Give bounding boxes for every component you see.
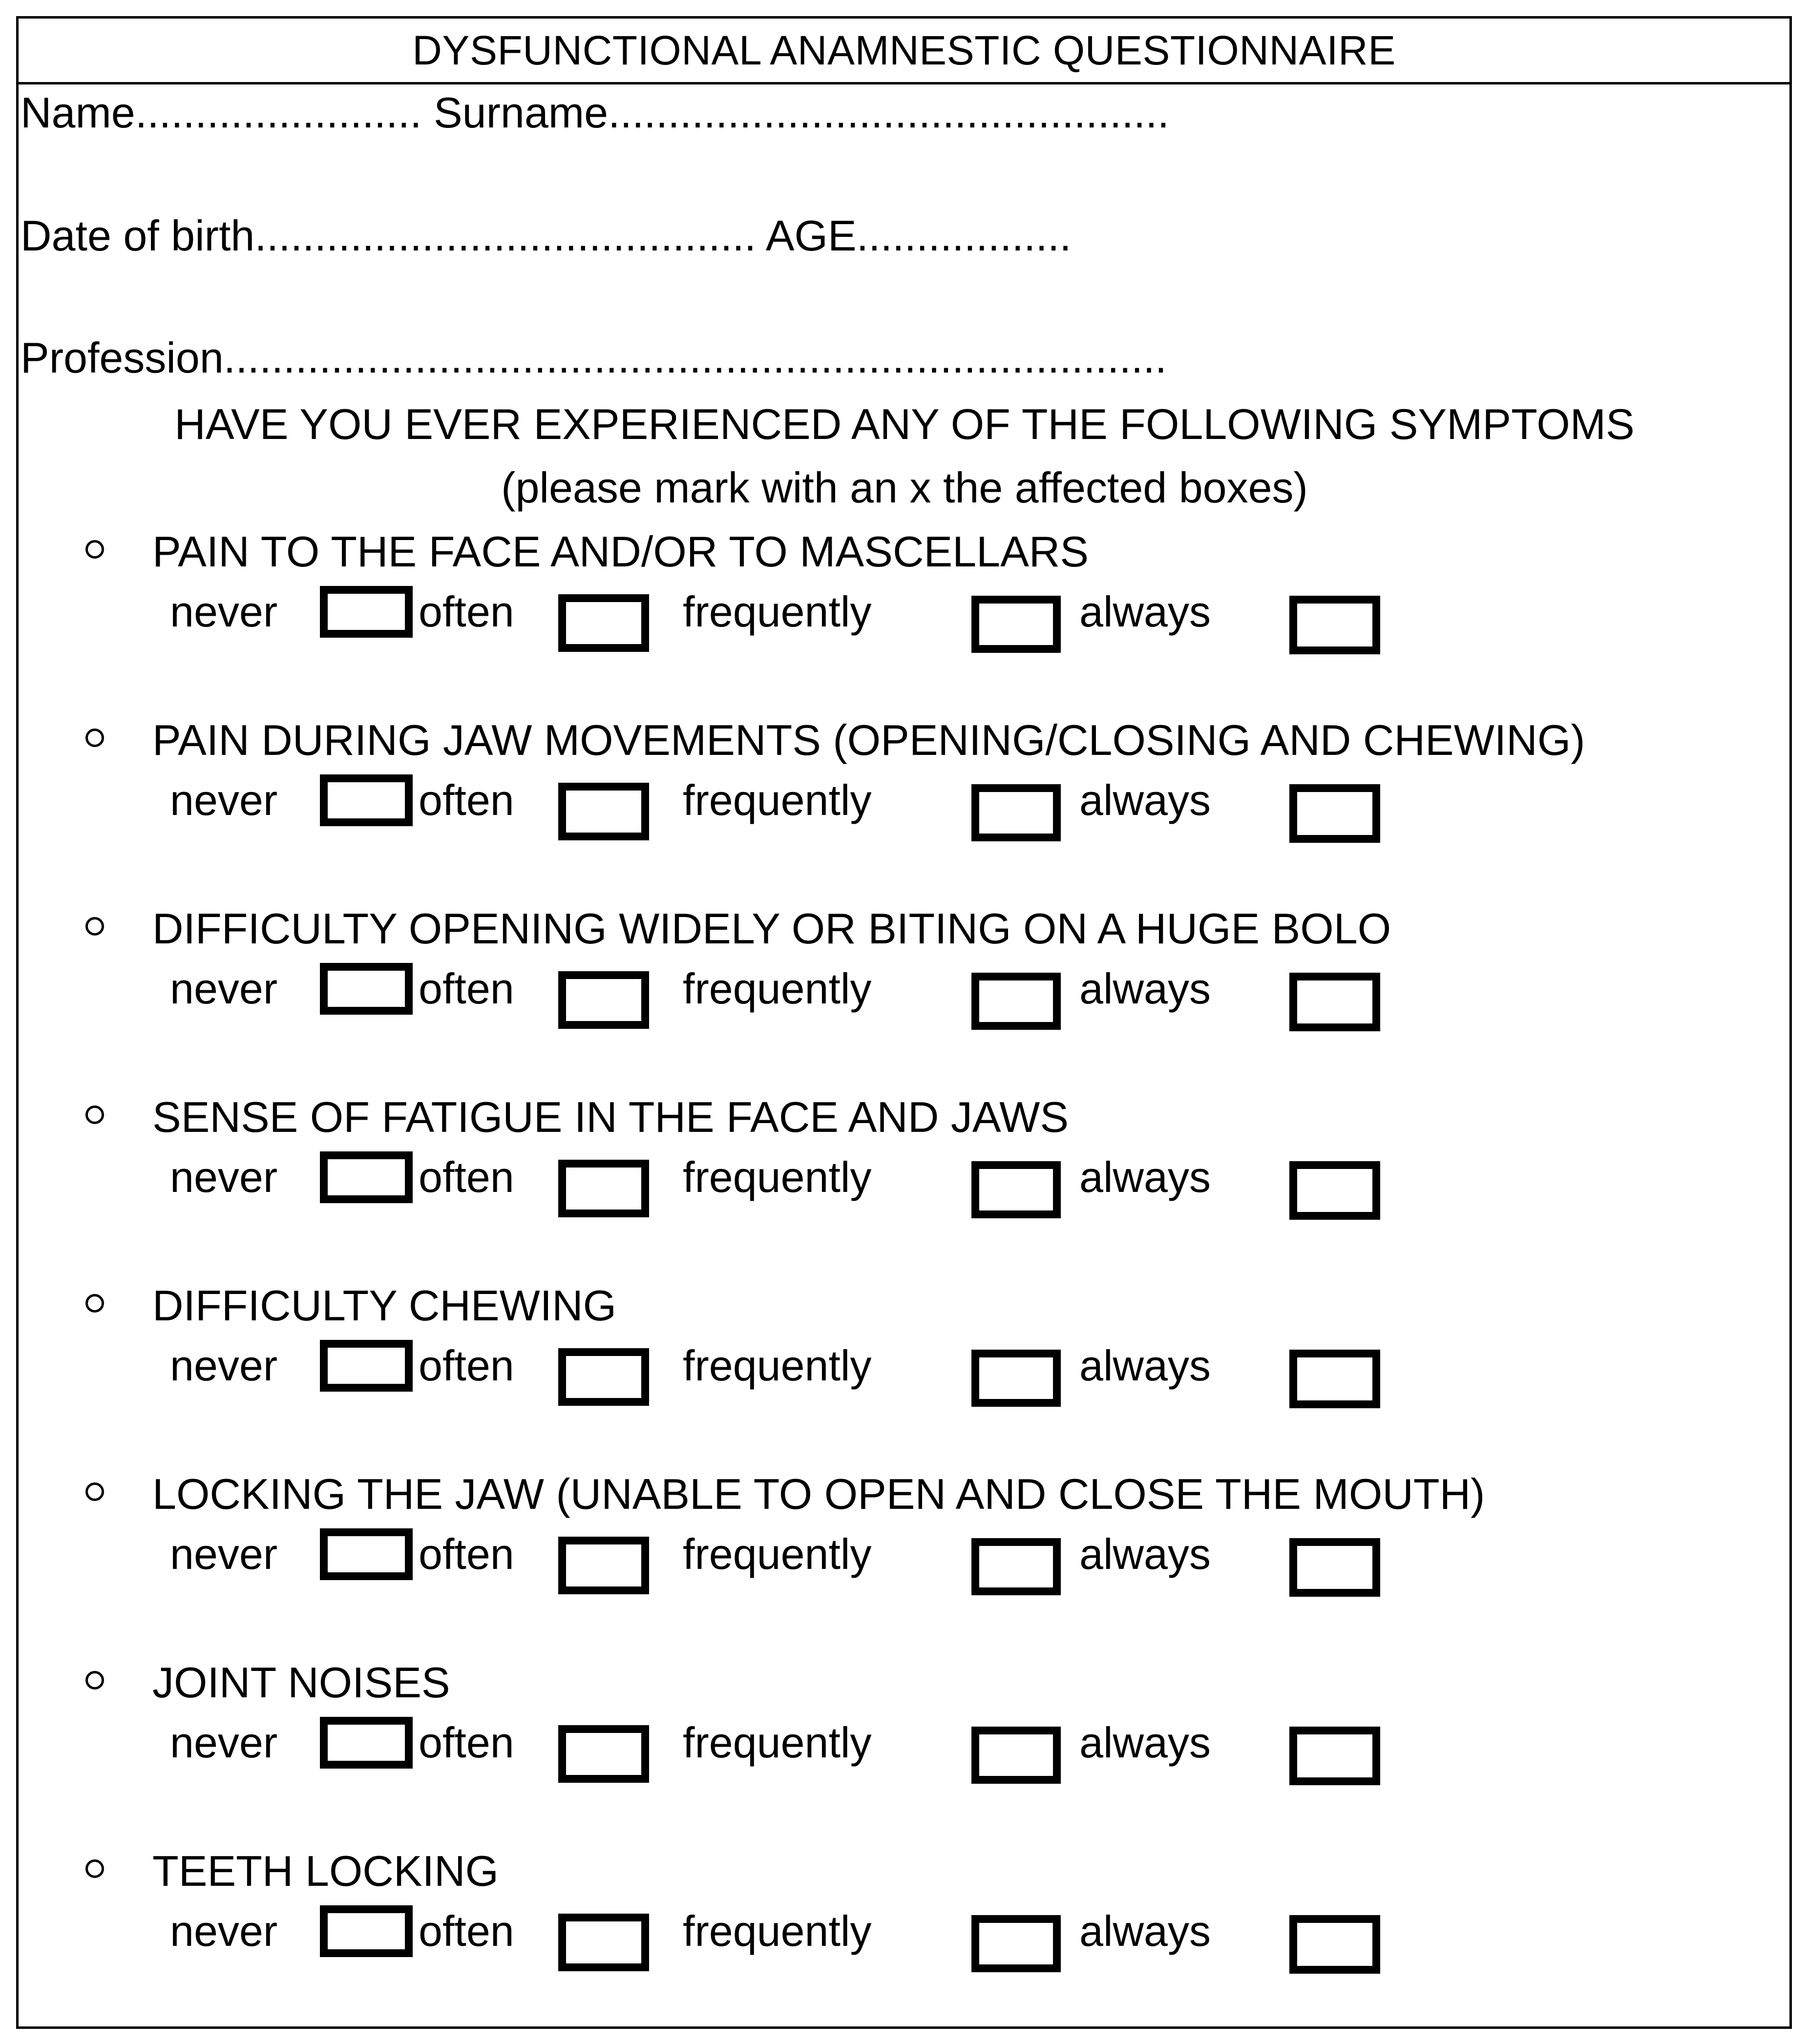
symptom-label: PAIN DURING JAW MOVEMENTS (OPENING/CLOSING AND CHEWING) xyxy=(152,716,1585,764)
checkbox-often[interactable] xyxy=(558,1160,649,1217)
symptom-label: JOINT NOISES xyxy=(152,1658,450,1707)
bullet-circle-icon xyxy=(85,1859,104,1878)
option-label-frequently: frequently xyxy=(683,1341,872,1390)
checkbox-always[interactable] xyxy=(1289,1350,1380,1408)
option-label-never: never xyxy=(170,1718,278,1767)
checkbox-always[interactable] xyxy=(1289,1915,1380,1974)
bullet-circle-icon xyxy=(85,1482,104,1501)
option-label-always: always xyxy=(1079,776,1211,824)
option-label-often: often xyxy=(419,1530,514,1578)
symptom-label: TEETH LOCKING xyxy=(152,1847,499,1895)
option-label-never: never xyxy=(170,776,278,824)
option-label-frequently: frequently xyxy=(683,1907,872,1955)
symptom-item xyxy=(0,716,1809,882)
option-label-never: never xyxy=(170,1153,278,1201)
option-label-often: often xyxy=(419,587,514,636)
checkbox-frequently[interactable] xyxy=(971,1538,1061,1595)
symptom-item xyxy=(0,1093,1809,1259)
symptom-label: PAIN TO THE FACE AND/OR TO MASCELLARS xyxy=(152,527,1089,576)
checkbox-frequently[interactable] xyxy=(971,1161,1061,1218)
bullet-circle-icon xyxy=(85,1671,104,1689)
option-label-frequently: frequently xyxy=(683,964,872,1013)
bullet-circle-icon xyxy=(85,917,104,936)
symptom-item xyxy=(0,527,1809,693)
checkbox-often[interactable] xyxy=(558,783,649,840)
option-label-often: often xyxy=(419,964,514,1013)
profession-label: Profession xyxy=(21,334,224,382)
option-label-always: always xyxy=(1079,1530,1211,1578)
bullet-circle-icon xyxy=(85,1294,104,1313)
dob-field[interactable]: .......................................... xyxy=(254,211,757,260)
symptom-label: LOCKING THE JAW (UNABLE TO OPEN AND CLOSE THE MOUTH) xyxy=(152,1470,1485,1518)
age-label: AGE xyxy=(756,211,857,260)
checkbox-never[interactable] xyxy=(320,1717,413,1769)
name-surname-line xyxy=(21,88,1169,138)
option-label-frequently: frequently xyxy=(683,587,872,636)
checkbox-always[interactable] xyxy=(1289,784,1380,843)
checkbox-never[interactable] xyxy=(320,1905,413,1957)
option-label-frequently: frequently xyxy=(683,776,872,824)
option-label-often: often xyxy=(419,1153,514,1201)
checkbox-always[interactable] xyxy=(1289,596,1380,654)
checkbox-never[interactable] xyxy=(320,1340,413,1392)
checkbox-always[interactable] xyxy=(1289,1538,1380,1597)
checkbox-never[interactable] xyxy=(320,963,413,1015)
profession-line xyxy=(21,333,1167,383)
option-label-often: often xyxy=(419,1718,514,1767)
symptom-item xyxy=(0,1658,1809,1824)
option-label-never: never xyxy=(170,587,278,636)
checkbox-often[interactable] xyxy=(558,1348,649,1406)
checkbox-never[interactable] xyxy=(320,1528,413,1580)
bullet-circle-icon xyxy=(85,1105,104,1124)
option-label-frequently: frequently xyxy=(683,1718,872,1767)
symptom-item xyxy=(0,1281,1809,1447)
bullet-circle-icon xyxy=(85,540,104,559)
form-title: DYSFUNCTIONAL ANAMNESTIC QUESTIONNAIRE xyxy=(19,19,1789,84)
checkbox-often[interactable] xyxy=(558,971,649,1029)
option-label-often: often xyxy=(419,1907,514,1955)
checkbox-often[interactable] xyxy=(558,1537,649,1594)
surname-field[interactable]: ............................................... xyxy=(608,88,1170,137)
checkbox-never[interactable] xyxy=(320,586,413,638)
checkbox-often[interactable] xyxy=(558,1725,649,1783)
checkbox-always[interactable] xyxy=(1289,1727,1380,1785)
option-label-always: always xyxy=(1079,1153,1211,1201)
dob-age-line xyxy=(21,211,1072,261)
checkbox-never[interactable] xyxy=(320,1151,413,1203)
option-label-never: never xyxy=(170,1341,278,1390)
checkbox-frequently[interactable] xyxy=(971,1350,1061,1407)
symptom-item xyxy=(0,1847,1809,2013)
symptom-label: DIFFICULTY OPENING WIDELY OR BITING ON A HUGE BOLO xyxy=(152,904,1391,953)
age-field[interactable]: .................. xyxy=(856,211,1072,260)
option-label-never: never xyxy=(170,1530,278,1578)
option-label-always: always xyxy=(1079,1341,1211,1390)
checkbox-often[interactable] xyxy=(558,1914,649,1971)
option-label-frequently: frequently xyxy=(683,1153,872,1201)
symptoms-heading: HAVE YOU EVER EXPERIENCED ANY OF THE FOLLOWING SYMPTOMS xyxy=(174,400,1635,448)
symptom-item xyxy=(0,904,1809,1070)
name-field[interactable]: ........................ xyxy=(135,88,422,137)
option-label-never: never xyxy=(170,964,278,1013)
instructions-subheading: (please mark with an x the affected boxes) xyxy=(501,463,1308,512)
option-label-always: always xyxy=(1079,1907,1211,1955)
option-label-always: always xyxy=(1079,587,1211,636)
checkbox-often[interactable] xyxy=(558,594,649,652)
checkbox-always[interactable] xyxy=(1289,973,1380,1031)
profession-field[interactable]: ............................................................................... xyxy=(223,334,1167,382)
option-label-never: never xyxy=(170,1907,278,1955)
checkbox-frequently[interactable] xyxy=(971,1915,1061,1972)
checkbox-frequently[interactable] xyxy=(971,784,1061,841)
checkbox-frequently[interactable] xyxy=(971,596,1061,653)
surname-label: Surname xyxy=(421,88,609,137)
checkbox-frequently[interactable] xyxy=(971,1727,1061,1784)
checkbox-never[interactable] xyxy=(320,774,413,826)
dob-label: Date of birth xyxy=(21,211,255,260)
symptom-label: SENSE OF FATIGUE IN THE FACE AND JAWS xyxy=(152,1093,1069,1141)
symptom-label: DIFFICULTY CHEWING xyxy=(152,1281,617,1330)
option-label-often: often xyxy=(419,1341,514,1390)
symptom-item xyxy=(0,1470,1809,1636)
option-label-frequently: frequently xyxy=(683,1530,872,1578)
option-label-often: often xyxy=(419,776,514,824)
name-label: Name xyxy=(21,88,135,137)
option-label-always: always xyxy=(1079,1718,1211,1767)
checkbox-always[interactable] xyxy=(1289,1161,1380,1220)
checkbox-frequently[interactable] xyxy=(971,973,1061,1030)
option-label-always: always xyxy=(1079,964,1211,1013)
bullet-circle-icon xyxy=(85,729,104,747)
